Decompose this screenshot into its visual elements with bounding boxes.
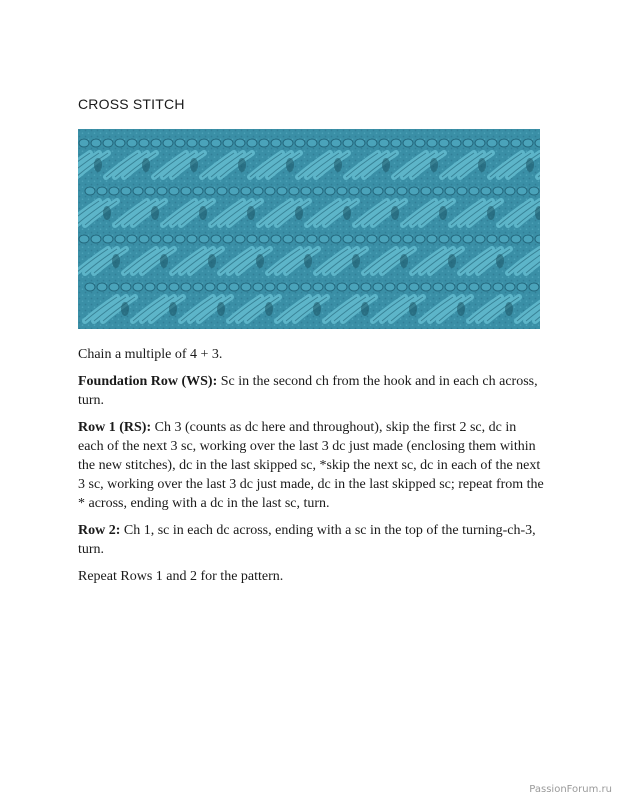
paragraph-label: Foundation Row (WS): [78,374,218,389]
paragraph-row-2 [78,521,544,559]
paragraph-text: Repeat Rows 1 and 2 for the pattern. [78,569,284,584]
paragraph-text: Sc in the second ch from the hook and in each ch across, turn. [78,374,538,408]
paragraph-text: Ch 1, sc in each dc across, ending with a sc in the top of the turning-ch-3, turn. [78,523,536,557]
paragraph-text: Chain a multiple of 4 + 3. [78,347,223,362]
paragraph-foundation-row [78,372,544,410]
paragraph-text: Ch 3 (counts as dc here and throughout), skip the first 2 sc, dc in each of the next 3 sc, working over the last 3 dc just made (enclosing them within the new stitches), dc in the last skipped sc, *skip the next sc, dc in each of the next 3 sc, working over the last 3 dc just made, dc in the last skipped sc; repeat from the * across, ending with a dc in the last sc, turn. [78,420,544,511]
watermark: PassionForum.ru [529,784,612,795]
paragraph-row-1 [78,418,544,513]
paragraph-repeat [78,567,544,586]
paragraph-label: Row 2: [78,523,121,538]
crochet-swatch-photo [78,129,540,329]
pattern-instructions [78,345,544,594]
paragraph-chain [78,345,544,364]
paragraph-label: Row 1 (RS): [78,420,152,435]
page-title: CROSS STITCH [78,96,185,112]
